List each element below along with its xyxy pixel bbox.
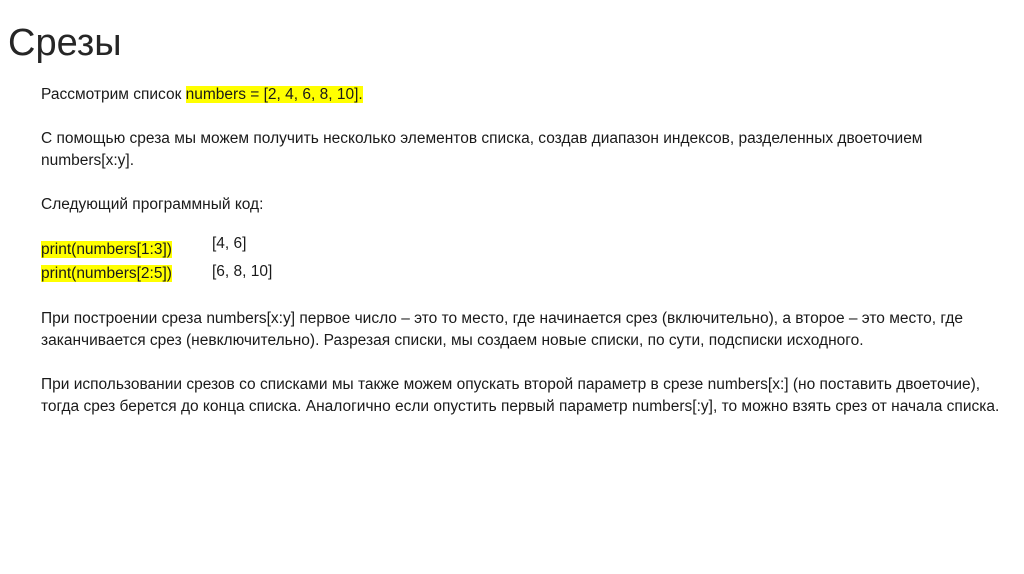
slice-description-paragraph: С помощью среза мы можем получить несколько элементов списка, создав диапазон индексов, разделенных двоеточием numbers[x:y].: [41, 130, 923, 169]
slide-title: Срезы: [8, 22, 122, 64]
code-line: print(numbers[2:5]): [41, 265, 172, 282]
output-line: [6, 8, 10]: [212, 263, 273, 280]
code-output: [204, 232, 314, 284]
intro-text: Рассмотрим список: [41, 86, 186, 103]
output-line: [4, 6]: [212, 235, 247, 252]
slide-content: [41, 84, 1001, 418]
intro-paragraph: [41, 84, 1001, 106]
code-intro-text: Следующий программный код:: [41, 196, 264, 213]
code-lines: [41, 238, 172, 286]
omit-parameter-paragraph: При использовании срезов со списками мы также можем опускать второй параметр в срезе numbers[x:] (но поставить двоеточие), тогда срез берется до конца списка. Аналогично если опустить первый параметр numbers[:y], то можно взять срез от начала списка.: [41, 376, 1000, 415]
intro-code-highlight: numbers = [2, 4, 6, 8, 10].: [185, 86, 363, 103]
code-example: [41, 235, 1001, 286]
slice-explanation-paragraph: При построении среза numbers[x:y] первое число – это то место, где начинается срез (включительно), а второе – это место, где заканчивается срез (невключительно). Разрезая списки, мы создаем новые списки, по сути, подсписки исходного.: [41, 310, 964, 349]
code-line: print(numbers[1:3]): [41, 241, 172, 258]
